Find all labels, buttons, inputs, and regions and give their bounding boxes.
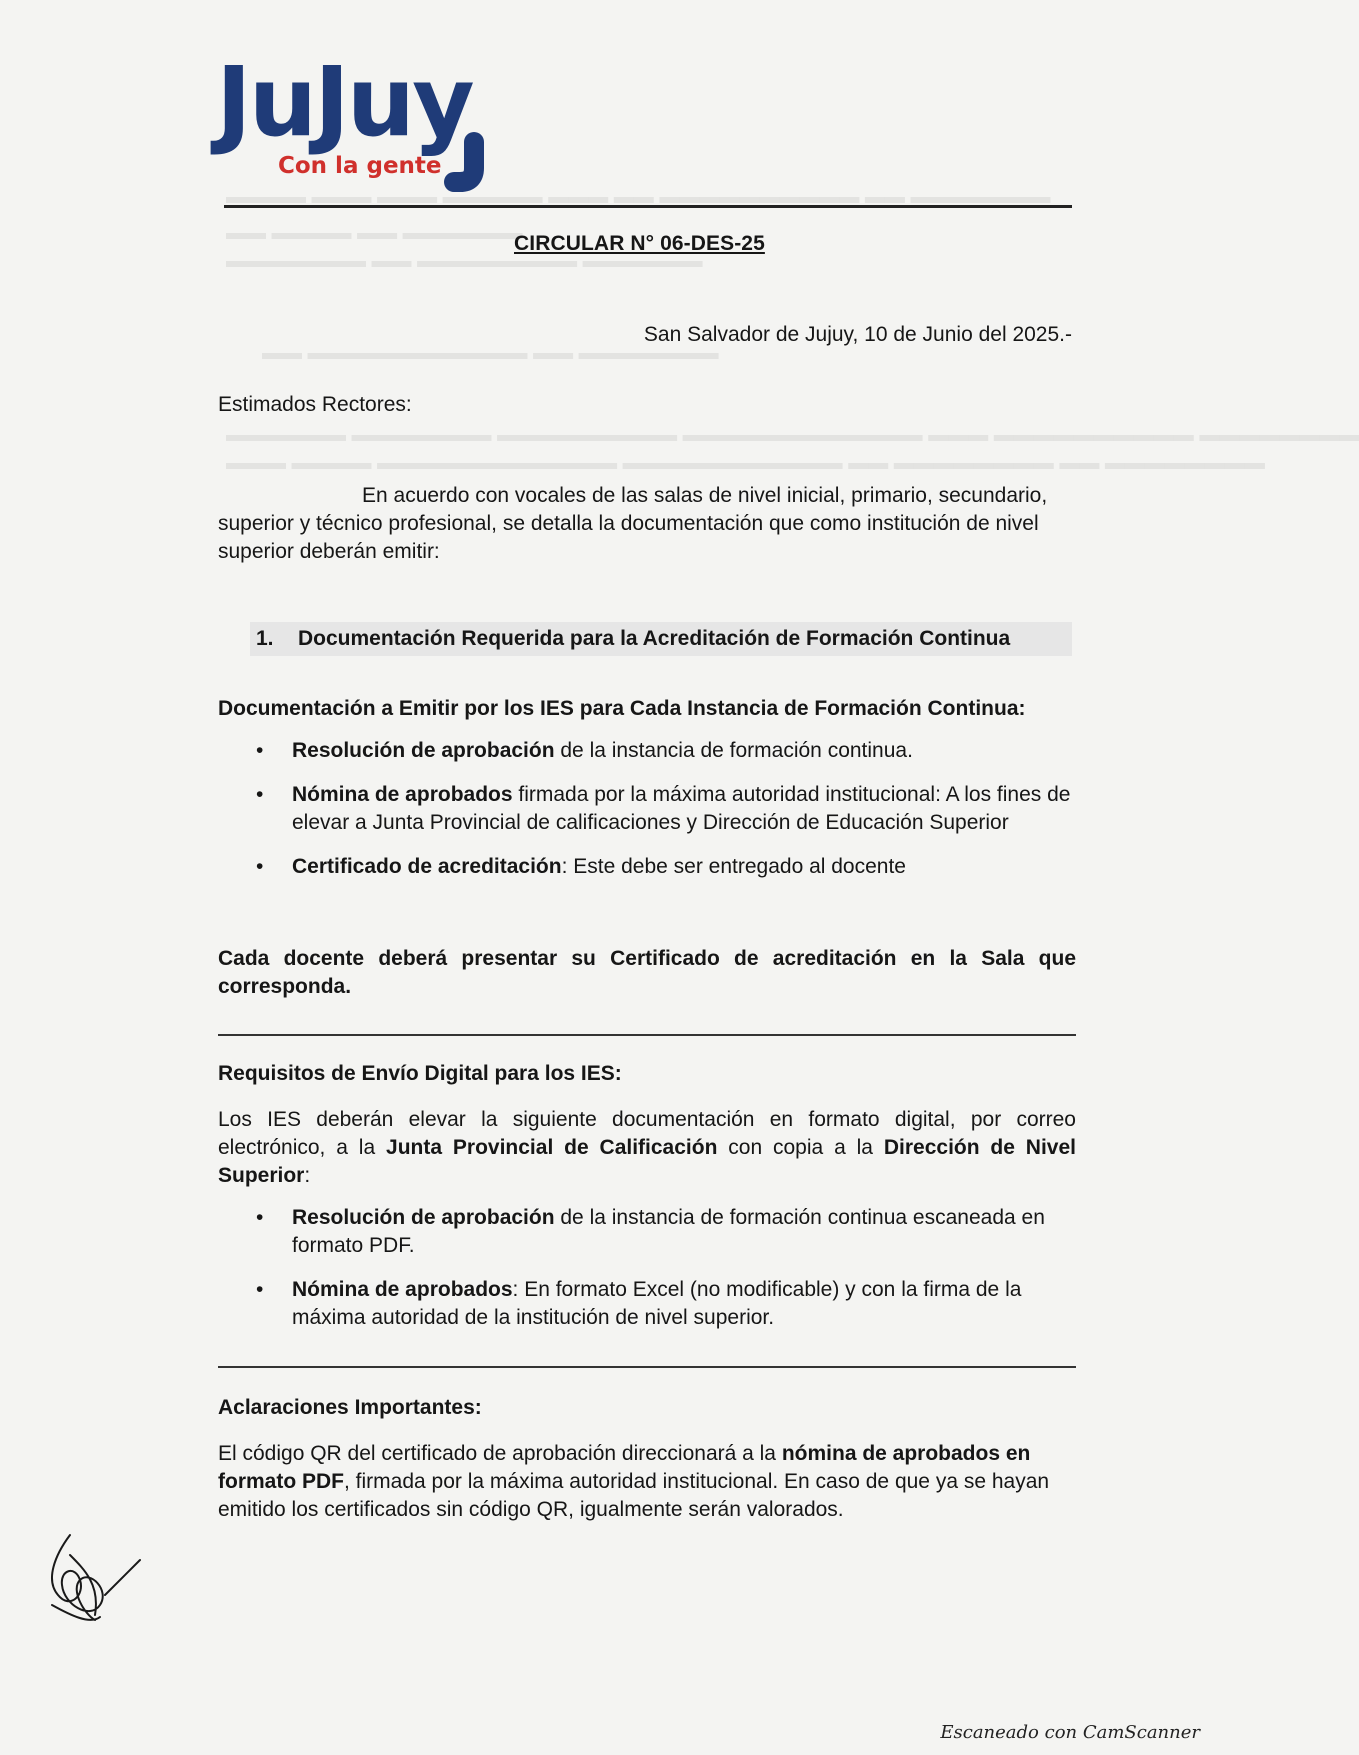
digital-list — [218, 1204, 1076, 1348]
item-bold: Resolución de aprobación — [292, 1206, 555, 1229]
logo-main-text: JuJuy — [216, 46, 472, 158]
digital-intro-text: Los IES deberán elevar la siguiente documentación en formato digital, por correo electrónico, a la — [218, 1108, 1076, 1159]
show-through-text: ▬▬▬ ▬▬▬▬ ▬▬▬▬▬▬▬▬▬▬▬▬ ▬▬▬▬▬▬▬▬▬▬▬ ▬▬ ▬▬▬▬▬▬▬▬ ▬▬ ▬▬▬▬▬▬▬▬ — [226, 452, 1265, 474]
logo-tagline: Con la gente — [278, 153, 442, 179]
digital-intro-text: : — [304, 1164, 311, 1187]
item-text: : Este debe ser entregado al docente — [561, 855, 906, 878]
item-text: : En formato Excel (no modificable) y con la firma de la máxima autoridad de la institución de nivel superior. — [292, 1278, 1022, 1329]
section-1-heading — [250, 622, 1072, 656]
documentation-list — [218, 737, 1076, 897]
bullet-icon: • — [256, 783, 264, 806]
list-item — [218, 853, 1076, 881]
section-divider — [218, 1366, 1076, 1368]
digital-intro-text: con copia a la — [717, 1136, 884, 1159]
section-divider — [218, 1034, 1076, 1036]
jujuy-logo — [216, 46, 506, 190]
bullet-icon: • — [256, 1278, 264, 1301]
clarifications-bold: nómina de aprobados en formato PDF — [218, 1442, 1031, 1493]
digital-heading: Requisitos de Envío Digital para los IES: — [218, 1062, 622, 1085]
show-through-text: ▬▬ ▬▬▬▬▬▬▬▬▬▬▬ ▬▬ ▬▬▬▬▬▬▬ — [262, 342, 719, 364]
section-number: 1. — [256, 627, 274, 650]
salutation: Estimados Rectores: — [218, 393, 412, 416]
digital-intro-bold: Junta Provincial de Calificación — [386, 1136, 718, 1159]
list-item — [218, 1204, 1076, 1260]
handwritten-signature — [40, 1525, 160, 1635]
show-through-text: ▬▬▬▬▬▬ ▬▬▬▬▬▬▬ ▬▬▬▬▬▬▬▬▬ ▬▬▬▬▬▬▬▬▬▬▬▬ ▬▬▬ ▬▬▬▬▬▬▬▬▬▬ ▬▬▬▬▬▬▬▬ — [226, 424, 1359, 446]
item-bold: Resolución de aprobación — [292, 739, 555, 762]
item-bold: Nómina de aprobados — [292, 1278, 513, 1301]
item-text: firmada por la máxima autoridad institucional: A los fines de elevar a Junta Provincial de calificaciones y Dirección de Educación Superior — [292, 783, 1071, 834]
item-text: de la instancia de formación continua. — [554, 739, 913, 762]
show-through-text: ▬▬▬▬▬▬▬ ▬▬ ▬▬▬▬▬▬▬▬ ▬▬▬▬▬▬ — [226, 250, 703, 272]
clarifications-heading: Aclaraciones Importantes: — [218, 1396, 482, 1419]
clarifications-text-part: El código QR del certificado de aprobación direccionará a la — [218, 1442, 782, 1465]
list-item — [218, 737, 1076, 765]
item-text: de la instancia de formación continua escaneada en formato PDF. — [292, 1206, 1045, 1257]
show-through-text: ▬▬ ▬▬▬▬ ▬▬ ▬▬▬▬▬▬ — [226, 222, 523, 244]
section-title: Documentación Requerida para la Acreditación de Formación Continua — [298, 627, 1011, 650]
bullet-icon: • — [256, 739, 264, 762]
circular-title: CIRCULAR N° 06-DES-25 — [514, 232, 765, 255]
digital-intro — [218, 1106, 1076, 1190]
intro-paragraph: En acuerdo con vocales de las salas de nivel inicial, primario, secundario, superior y técnico profesional, se detalla la documentación que como institución de nivel superior deberán emitir: — [218, 484, 1048, 563]
show-through-text: ▬▬▬▬ ▬▬▬ ▬▬▬ ▬▬▬▬▬ ▬▬▬ ▬▬ ▬▬▬▬▬▬▬▬▬▬ ▬▬ ▬▬▬▬▬▬▬ — [226, 186, 1051, 208]
bullet-icon: • — [256, 1206, 264, 1229]
documentation-heading: Documentación a Emitir por los IES para Cada Instancia de Formación Continua: — [218, 697, 1026, 720]
date-line: San Salvador de Jujuy, 10 de Junio del 2025.- — [643, 323, 1072, 346]
item-bold: Certificado de acreditación — [292, 855, 562, 878]
digital-intro-bold: Dirección de Nivel Superior — [218, 1136, 1076, 1187]
bullet-icon: • — [256, 855, 264, 878]
list-item — [218, 781, 1076, 837]
docente-note: Cada docente deberá presentar su Certificado de acreditación en la Sala que corresponda. — [218, 947, 1076, 998]
header-divider — [224, 205, 1072, 208]
clarifications-text-part: , firmada por la máxima autoridad institucional. En caso de que ya se hayan emitido los certificados sin código QR, igualmente serán valorados. — [218, 1470, 1050, 1521]
clarifications-text — [218, 1440, 1076, 1524]
scanner-watermark: Escaneado con CamScanner — [940, 1722, 1200, 1743]
list-item — [218, 1276, 1076, 1332]
item-bold: Nómina de aprobados — [292, 783, 513, 806]
